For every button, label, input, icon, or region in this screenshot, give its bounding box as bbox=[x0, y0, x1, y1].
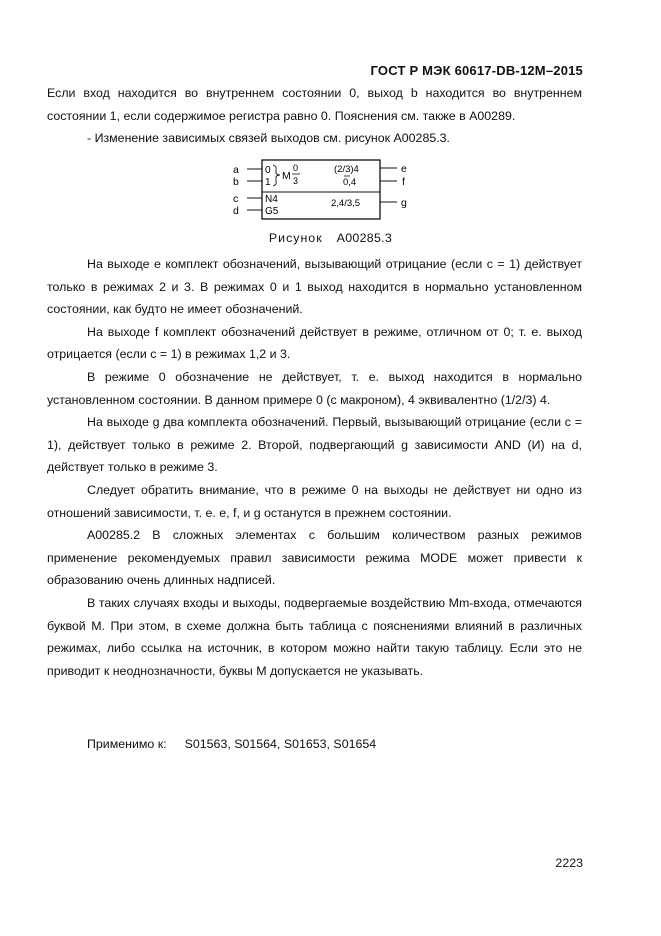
applies-label: Применимо к: bbox=[87, 737, 167, 751]
standard-header: ГОСТ Р МЭК 60617-DB-12M–2015 bbox=[370, 63, 583, 78]
paragraph: На выходе g два комплекта обозначений. Первый, вызывающий отрицание (если c = 1), действует только в режиме 2. Второй, подвергающий g зависимости AND (И) на d, действует только в режиме 3. bbox=[47, 415, 582, 475]
figure-diagram bbox=[0, 158, 661, 228]
paragraph: Следует обратить внимание, что в режиме 0 на выходы не действует ни одно из отношений зависимости, т. е. e, f, и g останутся в прежнем состоянии. bbox=[47, 482, 582, 520]
cell-label-n4: N4 bbox=[265, 194, 278, 205]
output-label-f: 0,4 bbox=[343, 177, 357, 188]
paragraph: В режиме 0 обозначение не действует, т. е. выход находится в нормально установленном состоянии. В данном примере 0 (с макроном), 4 эквивалентно (1/2/3) 4. bbox=[47, 369, 582, 407]
mode-fraction-den: 3 bbox=[293, 176, 299, 186]
element-box bbox=[262, 160, 380, 219]
text-block-top bbox=[47, 82, 582, 150]
applies-codes: S01563, S01564, S01653, S01654 bbox=[184, 737, 377, 751]
input-label-b: b bbox=[233, 176, 239, 188]
output-label-e: (2/3)4 bbox=[334, 164, 359, 175]
figure-caption bbox=[0, 231, 661, 245]
paragraph: На выходе e комплект обозначений, вызывающий отрицание (если c = 1) действует только в режимах 2 и 3. В режимах 0 и 1 выход находится в нормально установленном состоянии, как будто не имеет обозначений. bbox=[47, 257, 582, 317]
output-name-g: g bbox=[401, 197, 407, 209]
paragraph: Если вход находится во внутреннем состоянии 0, выход b находится во внутреннем состоянии 1, если содержимое регистра равно 0. Пояснения см. также в A00289. bbox=[47, 86, 582, 123]
cell-label-0: 0 bbox=[265, 165, 271, 176]
output-label-g: 2,4/3,5 bbox=[331, 198, 361, 209]
cell-label-1: 1 bbox=[265, 177, 271, 188]
brace-symbol bbox=[273, 165, 280, 186]
cell-label-g5: G5 bbox=[265, 206, 279, 217]
paragraph: На выходе f комплект обозначений действует в режиме, отличном от 0; т. е. выход отрицается (если c = 1) в режимах 1,2 и 3. bbox=[47, 324, 582, 362]
paragraph: A00285.2 В сложных элементах с большим количеством разных режимов применение рекомендуемых правил зависимости режима MODE может привести к образованию очень длинных надписей. bbox=[47, 528, 582, 588]
text-block-bottom bbox=[47, 253, 582, 682]
caption-word: Рисунок bbox=[268, 231, 323, 245]
paragraph: В таких случаях входы и выходы, подвергаемые воздействию Mm-входа, отмечаются буквой M. При этом, в схеме должна быть таблица с пояснениями влияний в различных режимах, либо ссылка на источник, в котором можно найти такую таблицу. Если это не приводит к неоднозначности, буквы M допускается не указывать. bbox=[47, 595, 582, 678]
mode-fraction-num: 0 bbox=[293, 163, 299, 173]
input-label-c: c bbox=[233, 193, 239, 205]
applies-to-line bbox=[87, 737, 376, 751]
page-number: 2223 bbox=[555, 856, 583, 870]
input-label-d: d bbox=[233, 205, 239, 217]
caption-number: A00285.3 bbox=[336, 231, 393, 245]
mode-label: M bbox=[282, 170, 291, 182]
output-name-f: f bbox=[402, 176, 405, 188]
paragraph: - Изменение зависимых связей выходов см. рисунок A00285.3. bbox=[87, 131, 451, 146]
output-name-e: e bbox=[401, 163, 407, 175]
input-label-a: a bbox=[233, 164, 239, 176]
